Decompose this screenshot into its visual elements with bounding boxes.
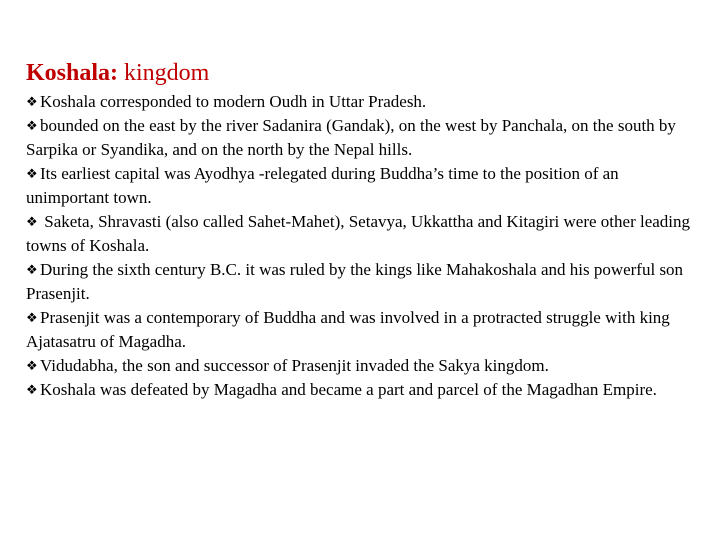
bullet-item — [26, 378, 702, 402]
bullet-list — [26, 90, 702, 402]
bullet-text: Its earliest capital was Ayodhya -relegated during Buddha’s time to the position of an unimportant town. — [26, 164, 619, 207]
bullet-item — [26, 90, 702, 114]
diamond-bullet-icon: ❖ — [26, 262, 38, 277]
bullet-text: Saketa, Shravasti (also called Sahet-Mahet), Setavya, Ukkattha and Kitagiri were other leading towns of Koshala. — [26, 212, 691, 255]
diamond-bullet-icon: ❖ — [26, 382, 38, 397]
bullet-item — [26, 306, 702, 354]
title-sub: kingdom — [118, 60, 210, 86]
bullet-item — [26, 354, 702, 378]
diamond-bullet-icon: ❖ — [26, 94, 38, 109]
bullet-item — [26, 162, 702, 210]
diamond-bullet-icon: ❖ — [26, 358, 38, 373]
bullet-text: Vidudabha, the son and successor of Prasenjit invaded the Sakya kingdom. — [40, 356, 549, 375]
diamond-bullet-icon: ❖ — [26, 118, 38, 133]
bullet-item — [26, 210, 702, 258]
bullet-item — [26, 114, 702, 162]
diamond-bullet-icon: ❖ — [26, 166, 38, 181]
diamond-bullet-icon: ❖ — [26, 310, 38, 325]
diamond-bullet-icon: ❖ — [26, 214, 38, 229]
bullet-text: During the sixth century B.C. it was ruled by the kings like Mahakoshala and his powerful son Prasenjit. — [26, 260, 684, 303]
bullet-text: Koshala corresponded to modern Oudh in Uttar Pradesh. — [40, 92, 427, 111]
bullet-text: Prasenjit was a contemporary of Buddha and was involved in a protracted struggle with king Ajatasatru of Magadha. — [26, 308, 670, 351]
title-main: Koshala: — [26, 60, 119, 86]
bullet-text: bounded on the east by the river Sadanira (Gandak), on the west by Panchala, on the south by Sarpika or Syandika, and on the north by the Nepal hills. — [26, 116, 676, 159]
slide-content — [26, 58, 702, 402]
slide-title — [26, 58, 702, 88]
bullet-text: Koshala was defeated by Magadha and became a part and parcel of the Magadhan Empire. — [40, 380, 657, 399]
bullet-item — [26, 258, 702, 306]
